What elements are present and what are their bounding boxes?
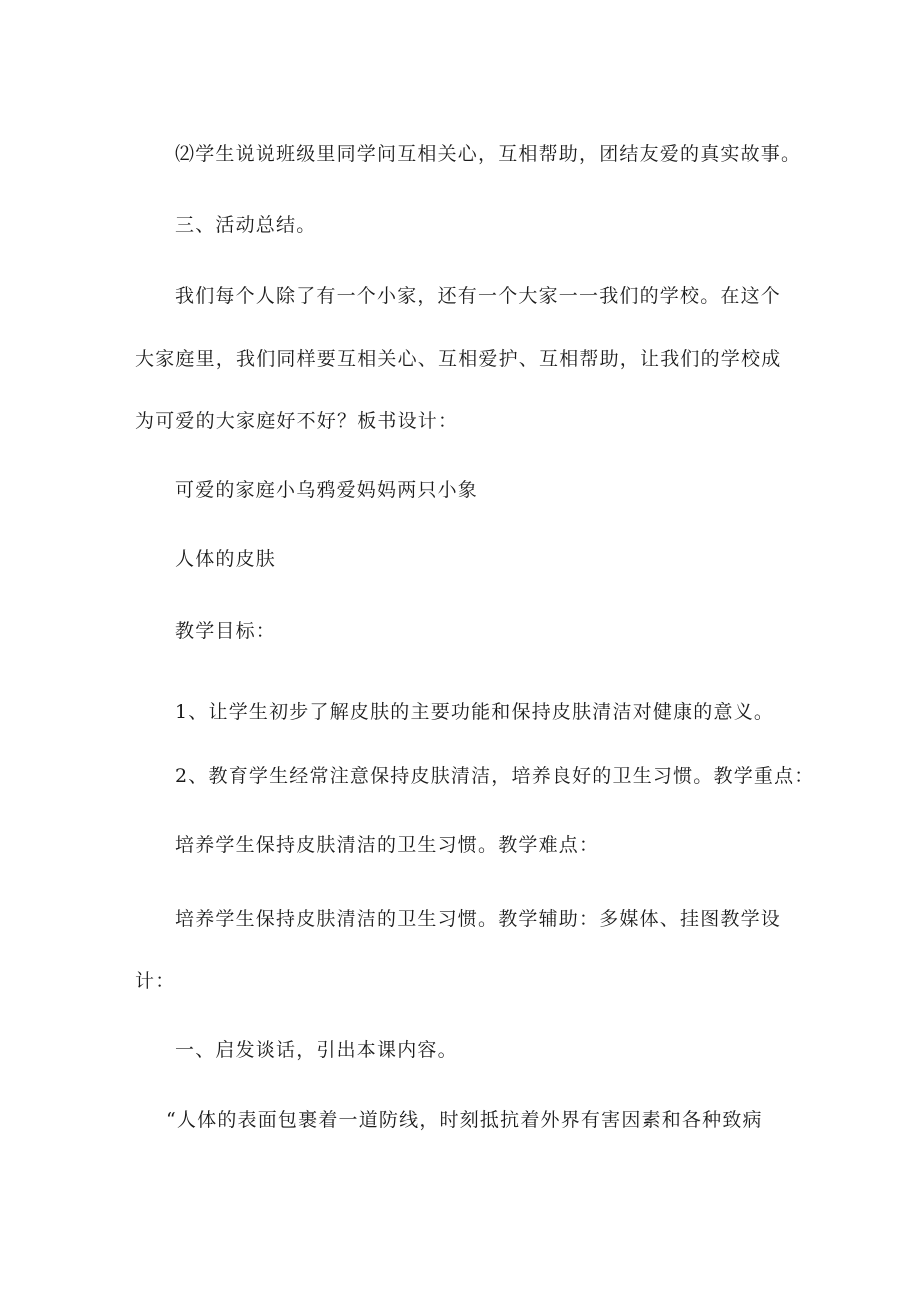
paragraph-line: 培养学生保持皮肤清洁的卫生习惯。教学辅助：多媒体、挂图教学设 <box>175 908 782 930</box>
paragraph-line: ⑵学生说说班级里同学问互相关心，互相帮助，团结友爱的真实故事。 <box>175 143 802 165</box>
paragraph-line: 培养学生保持皮肤清洁的卫生习惯。教学难点： <box>175 834 600 856</box>
paragraph-line: 计： <box>135 970 176 992</box>
list-item: 2、教育学生经常注意保持皮肤清洁，培养良好的卫生习惯。教学重点： <box>175 765 815 787</box>
section-heading: 三、活动总结。 <box>175 214 317 236</box>
paragraph-line: “人体的表面包裹着一道防线，时刻抵抗着外界有害因素和各种致病 <box>166 1109 763 1131</box>
list-item: 1、让学生初步了解皮肤的主要功能和保持皮肤清洁对健康的意义。 <box>175 701 775 723</box>
section-heading: 教学目标： <box>175 620 277 642</box>
section-heading: 一、启发谈话，引出本课内容。 <box>175 1039 458 1061</box>
paragraph-line: 大家庭里，我们同样要互相关心、互相爱护、互相帮助，让我们的学校成 <box>135 348 782 370</box>
lesson-title: 人体的皮肤 <box>175 548 277 570</box>
paragraph-line: 为可爱的大家庭好不好？板书设计： <box>135 410 459 432</box>
paragraph-line: 可爱的家庭小乌鸦爱妈妈两只小象 <box>175 479 479 501</box>
paragraph-line: 我们每个人除了有一个小家，还有一个大家一一我们的学校。在这个 <box>175 285 782 307</box>
